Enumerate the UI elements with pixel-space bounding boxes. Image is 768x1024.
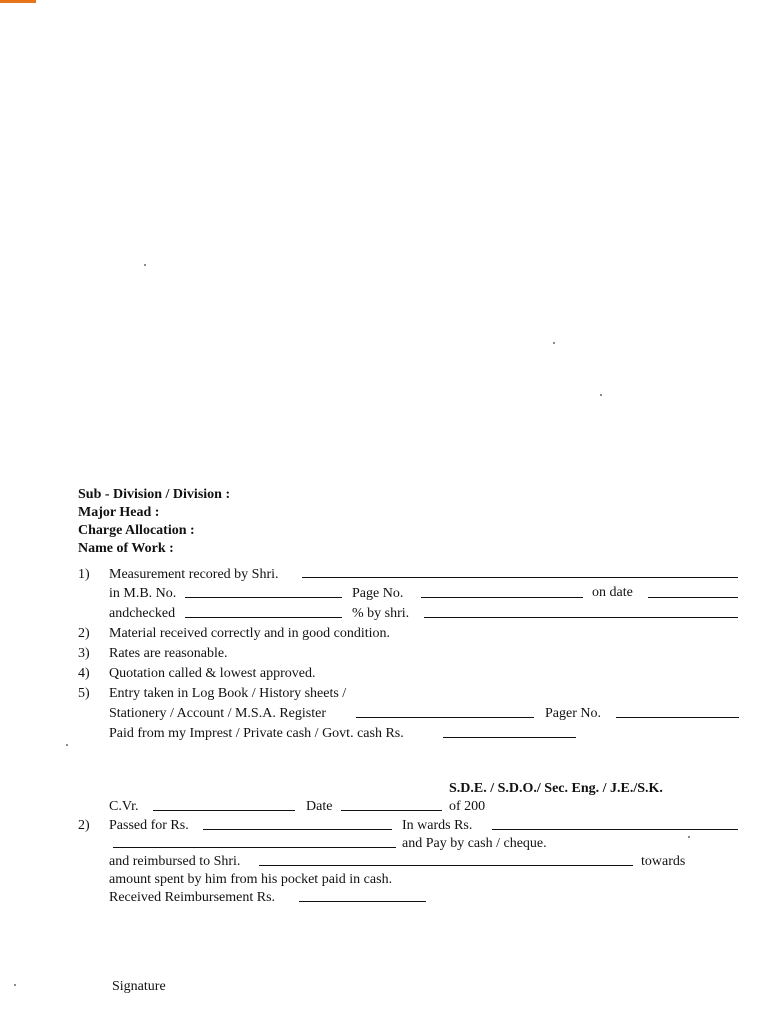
page-no-label: Page No. xyxy=(352,586,404,601)
pay-by-label: and Pay by cash / cheque. xyxy=(402,836,547,851)
voucher-date-blank[interactable] xyxy=(341,810,442,811)
paid-amount-blank[interactable] xyxy=(443,737,576,738)
scan-speck xyxy=(553,342,555,344)
andchecked-blank[interactable] xyxy=(185,617,342,618)
scan-speck xyxy=(66,744,68,746)
measurement-label: Measurement recored by Shri. xyxy=(109,567,279,582)
reimbursed-to-blank[interactable] xyxy=(259,865,633,866)
by-shri-blank[interactable] xyxy=(424,617,738,618)
amount-spent-statement: amount spent by him from his pocket paid in cash. xyxy=(109,872,393,887)
paid-from-label: Paid from my Imprest / Private cash / Govt. cash Rs. xyxy=(109,726,404,741)
passed-for-blank[interactable] xyxy=(203,829,392,830)
voucher-date-label: Date xyxy=(306,799,333,814)
passed-for-label: Passed for Rs. xyxy=(109,818,189,833)
entry-statement: Entry taken in Log Book / History sheets / xyxy=(109,686,347,701)
in-wards-blank[interactable] xyxy=(492,829,738,830)
amount-words-blank[interactable] xyxy=(113,847,396,848)
of-200-label: of 200 xyxy=(449,799,486,814)
mb-no-blank[interactable] xyxy=(185,597,342,598)
received-amount-blank[interactable] xyxy=(299,901,426,902)
measurement-blank[interactable] xyxy=(302,577,738,578)
reimbursed-label: and reimbursed to Shri. xyxy=(109,854,241,869)
stationery-label: Stationery / Account / M.S.A. Register xyxy=(109,706,326,721)
received-reimbursement-label: Received Reimbursement Rs. xyxy=(109,890,276,905)
register-blank[interactable] xyxy=(356,717,534,718)
material-statement: Material received correctly and in good condition. xyxy=(109,626,391,641)
towards-label: towards xyxy=(641,854,686,869)
in-wards-label: In wards Rs. xyxy=(402,818,473,833)
page-no-blank[interactable] xyxy=(421,597,583,598)
rates-statement: Rates are reasonable. xyxy=(109,646,228,661)
item-number-3: 3) xyxy=(78,646,90,661)
on-date-label: on date xyxy=(592,585,633,600)
on-date-blank[interactable] xyxy=(648,597,738,598)
pager-no-label: Pager No. xyxy=(545,706,601,721)
sub-division-label: Sub - Division / Division : xyxy=(78,487,231,502)
item-number-4: 4) xyxy=(78,666,90,681)
item-number-1: 1) xyxy=(78,567,90,582)
charge-allocation-label: Charge Allocation : xyxy=(78,523,195,538)
scan-speck xyxy=(14,984,16,986)
quotation-statement: Quotation called & lowest approved. xyxy=(109,666,316,681)
officer-designation: S.D.E. / S.D.O./ Sec. Eng. / J.E./S.K. xyxy=(449,781,663,796)
cvr-blank[interactable] xyxy=(153,810,295,811)
by-shri-label: % by shri. xyxy=(352,606,410,621)
scan-speck xyxy=(600,394,602,396)
item-number-5: 5) xyxy=(78,686,90,701)
mb-no-label: in M.B. No. xyxy=(109,586,177,601)
cvr-label: C.Vr. xyxy=(109,799,139,814)
orange-edge-mark xyxy=(0,0,36,3)
scan-speck xyxy=(144,264,146,266)
pager-no-blank[interactable] xyxy=(616,717,739,718)
item-number-2: 2) xyxy=(78,626,90,641)
major-head-label: Major Head : xyxy=(78,505,160,520)
andchecked-label: andchecked xyxy=(109,606,176,621)
voucher-item-number-2: 2) xyxy=(78,818,90,833)
signature-label: Signature xyxy=(112,979,166,994)
scan-speck xyxy=(688,836,690,838)
name-of-work-label: Name of Work : xyxy=(78,541,174,556)
